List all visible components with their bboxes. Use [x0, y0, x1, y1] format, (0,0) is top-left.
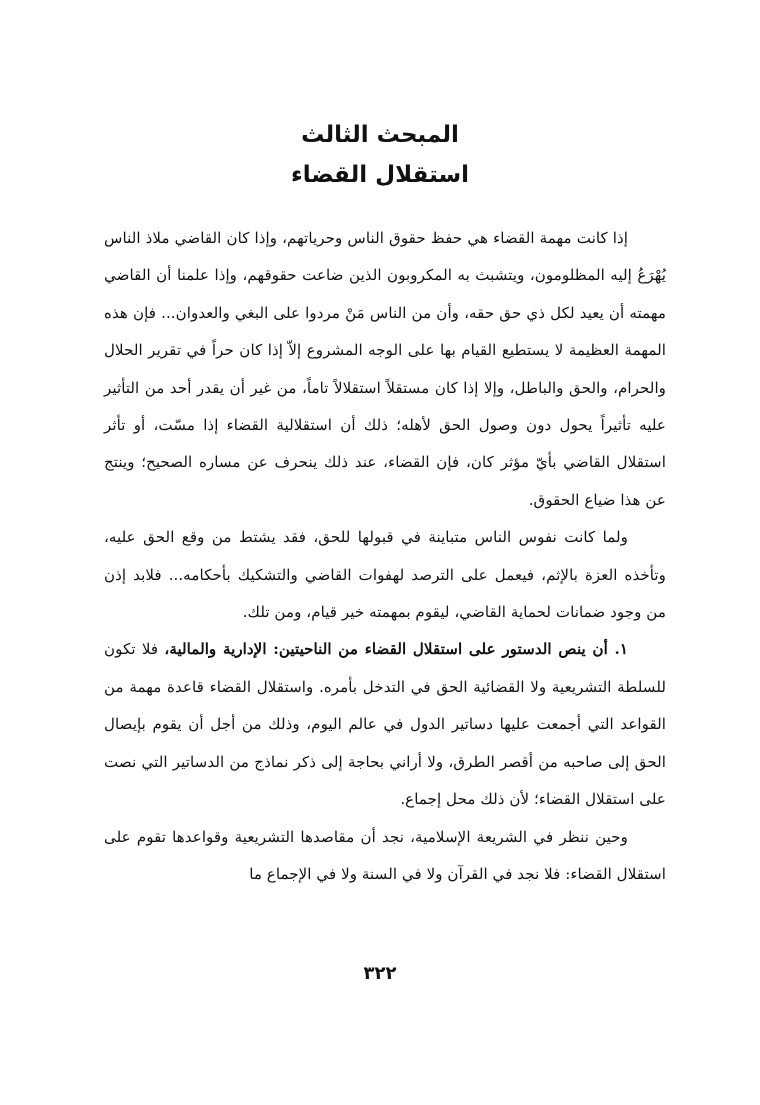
paragraph-1: إذا كانت مهمة القضاء هي حفظ حقوق الناس وحرياتهم، وإذا كان القاضي ملاذ الناس يُهْرَعُ إليه المظلومون، ويتشبث به المكروبون الذين ضاعت حقوقهم، وإذا علمنا أن القاضي مهمته أن يعيد لكل ذي حق حقه، وأن من الناس مَنْ مردوا على البغي والعدوان... فإن هذه المهمة العظيمة لا يستطيع القيام بها على الوجه المشروع إلاّ إذا كان حراً في تقرير الحلال والحرام، والحق والباطل، وإلا إذا كان مستقلاً استقلالاً تاماً، من غير أن يقدر أحد من التأثير عليه تأثيراً يحول دون وصول الحق لأهله؛ ذلك أن استقلالية القضاء إذا مسّت، أو تأثر استقلال القاضي بأيّ مؤثر كان، فإن القضاء، عند ذلك ينحرف عن مساره الصحيح؛ وينتج عن هذا ضياع الحقوق.: [104, 229, 666, 509]
section-heading: المبحث الثالث: [301, 122, 459, 148]
point-one-text: فلا تكون للسلطة التشريعية ولا القضائية الحق في التدخل بأمره. واستقلال القضاء قاعدة مهمة من القواعد التي أجمعت عليها دساتير الدول في عالم اليوم، وذلك من أجل أن يقوم بإيصال الحق إلى صاحبه من أقصر الطرق، ولا أراني بحاجة إلى ذكر نماذج من الدساتير التي نصت على استقلال القضاء؛ لأن ذلك محل إجماع.: [104, 640, 666, 809]
page-number: ٣٢٢: [363, 963, 397, 984]
point-one-heading: ١. أن ينص الدستور على استقلال القضاء من الناحيتين: الإدارية والمالية،: [164, 640, 628, 659]
chapter-title: استقلال القضاء: [290, 162, 469, 188]
paragraph-4: وحين ننظر في الشريعة الإسلامية، نجد أن مقاصدها التشريعية وقواعدها تقوم على استقلال القضاء: فلا نجد في القرآن ولا في السنة ولا في الإجماع ما: [104, 827, 666, 883]
paragraph-2: ولما كانت نفوس الناس متباينة في قبولها للحق، فقد يشتط من وقع الحق عليه، وتأخذه العزة بالإثم، فيعمل على الترصد لهفوات القاضي والتشكيك بأحكامه... فلابد إذن من وجود ضمانات لحماية القاضي، ليقوم بمهمته خير قيام، ومن تلك.: [104, 528, 666, 622]
body-text: [104, 220, 666, 893]
paragraph-3: [104, 631, 666, 818]
